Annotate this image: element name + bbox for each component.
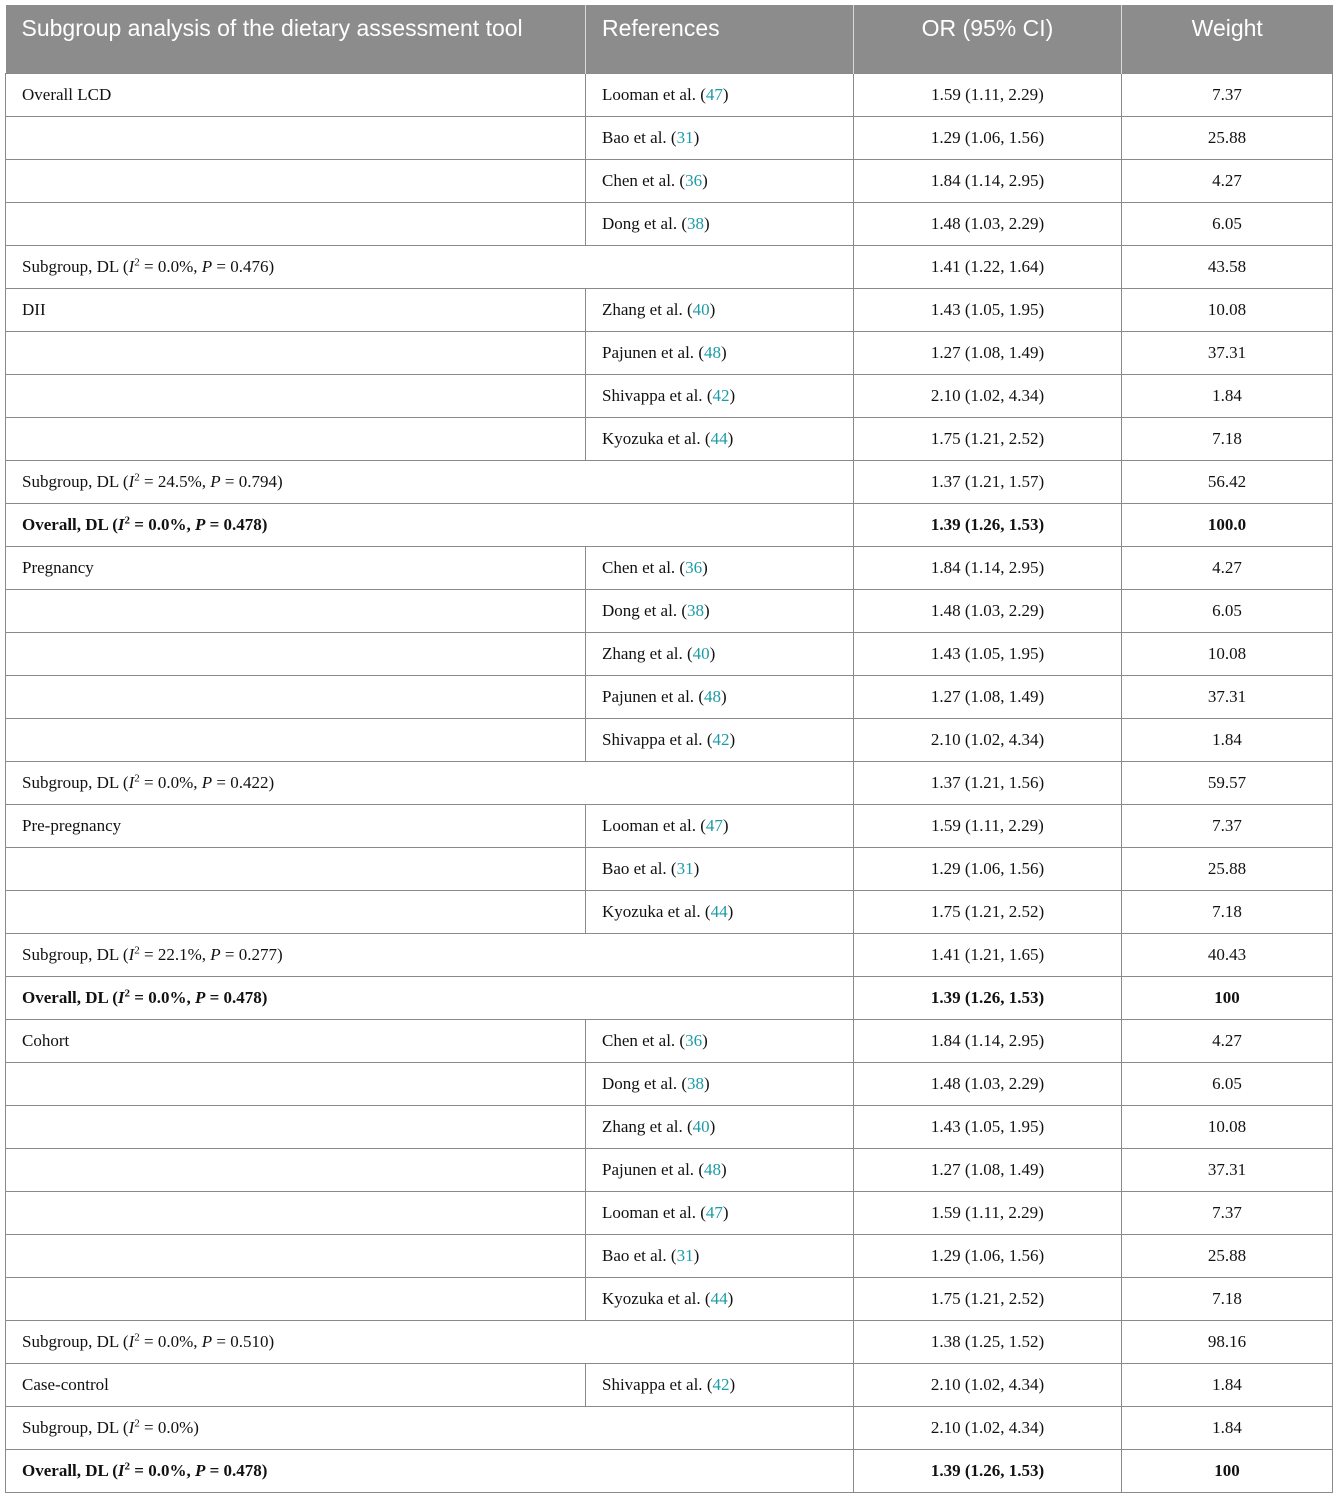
author-name: Pajunen et al. — [602, 1159, 695, 1179]
weight-cell: 6.05 — [1122, 589, 1333, 632]
summary-label-cell: Subgroup, DL ($I^2 = 22.1\%$, P = 0.277) — [6, 933, 854, 976]
reference-cell: Looman et al. (47) — [586, 73, 854, 116]
weight-cell: 100.0 — [1122, 503, 1333, 546]
or-ci-cell: 1.37 (1.21, 1.57) — [854, 460, 1122, 503]
i2-superscript: 2 — [124, 513, 130, 526]
reference-link[interactable]: 42 — [712, 729, 730, 749]
author-name: Bao et al. — [602, 1245, 667, 1265]
group-label: Overall LCD — [22, 84, 112, 104]
table-row — [6, 1191, 1333, 1234]
table-row — [6, 331, 1333, 374]
weight-cell: 10.08 — [1122, 288, 1333, 331]
or-ci-cell: 1.75 (1.21, 2.52) — [854, 417, 1122, 460]
table-row — [6, 1019, 1333, 1062]
or-ci-cell: 1.38 (1.25, 1.52) — [854, 1320, 1122, 1363]
table-row — [6, 202, 1333, 245]
p-value: 0.476 — [230, 256, 269, 276]
reference-cell: Kyozuka et al. (44) — [586, 890, 854, 933]
reference-cell: Kyozuka et al. (44) — [586, 1277, 854, 1320]
group-cell — [6, 116, 586, 159]
or-ci-cell: 1.84 (1.14, 2.95) — [854, 1019, 1122, 1062]
reference-link[interactable]: 42 — [712, 385, 730, 405]
group-label: DII — [22, 299, 46, 319]
header-row — [6, 5, 1333, 73]
weight-cell: 10.08 — [1122, 632, 1333, 675]
summary-row — [6, 761, 1333, 804]
or-ci-cell: 2.10 (1.02, 4.34) — [854, 718, 1122, 761]
i2-superscript: 2 — [134, 943, 140, 956]
reference-link[interactable]: 38 — [687, 1073, 704, 1093]
or-ci-cell: 1.59 (1.11, 2.29) — [854, 73, 1122, 116]
summary-label-cell: Overall, DL ($I^2 = 0.0\%$, P = 0.478) — [6, 503, 854, 546]
weight-cell: 6.05 — [1122, 1062, 1333, 1105]
i2-value: 22.1% — [157, 944, 202, 964]
summary-label: Subgroup, DL — [22, 772, 119, 792]
weight-cell: 100 — [1122, 1449, 1333, 1492]
table-row — [6, 73, 1333, 116]
p-value: 0.478 — [223, 987, 262, 1007]
or-ci-cell: 1.29 (1.06, 1.56) — [854, 116, 1122, 159]
i2-value: 0.0% — [157, 772, 194, 792]
i2-symbol: I — [128, 1417, 135, 1437]
reference-cell: Chen et al. (36) — [586, 1019, 854, 1062]
i2-symbol: I — [128, 944, 135, 964]
reference-cell: Looman et al. (47) — [586, 1191, 854, 1234]
group-cell — [6, 202, 586, 245]
reference-cell: Shivappa et al. (42) — [586, 718, 854, 761]
weight-cell: 98.16 — [1122, 1320, 1333, 1363]
summary-label-cell: Subgroup, DL ($I^2 = 0.0\%$, P = 0.422) — [6, 761, 854, 804]
header-weight: Weight — [1122, 5, 1333, 73]
reference-link[interactable]: 40 — [692, 299, 710, 319]
summary-row — [6, 1406, 1333, 1449]
weight-cell: 56.42 — [1122, 460, 1333, 503]
group-cell — [6, 417, 586, 460]
author-name: Zhang et al. — [602, 1116, 683, 1136]
weight-cell: 7.18 — [1122, 417, 1333, 460]
i2-symbol: I — [128, 471, 135, 491]
p-symbol: P — [194, 514, 206, 534]
table-row — [6, 1363, 1333, 1406]
p-value: 0.422 — [230, 772, 269, 792]
reference-cell: Looman et al. (47) — [586, 804, 854, 847]
group-cell — [6, 675, 586, 718]
p-value: 0.794 — [238, 471, 277, 491]
summary-row — [6, 976, 1333, 1019]
author-name: Bao et al. — [602, 858, 667, 878]
reference-cell: Dong et al. (38) — [586, 589, 854, 632]
p-symbol: P — [201, 1331, 213, 1351]
or-ci-cell: 2.10 (1.02, 4.34) — [854, 1363, 1122, 1406]
p-value: 0.478 — [223, 514, 262, 534]
or-ci-cell: 1.59 (1.11, 2.29) — [854, 1191, 1122, 1234]
weight-cell: 7.18 — [1122, 890, 1333, 933]
summary-label: Overall, DL — [22, 987, 108, 1007]
reference-cell: Dong et al. (38) — [586, 1062, 854, 1105]
group-cell — [6, 632, 586, 675]
or-ci-cell: 1.48 (1.03, 2.29) — [854, 202, 1122, 245]
weight-cell: 59.57 — [1122, 761, 1333, 804]
table-row — [6, 546, 1333, 589]
i2-superscript: 2 — [134, 1416, 140, 1429]
reference-link[interactable]: 47 — [705, 815, 723, 835]
summary-row — [6, 503, 1333, 546]
reference-link[interactable]: 38 — [687, 213, 704, 233]
reference-link[interactable]: 31 — [676, 127, 694, 147]
weight-cell: 40.43 — [1122, 933, 1333, 976]
or-ci-cell: 1.27 (1.08, 1.49) — [854, 1148, 1122, 1191]
group-label: Pre-pregnancy — [22, 815, 122, 835]
author-name: Chen et al. — [602, 1030, 676, 1050]
weight-cell: 1.84 — [1122, 1363, 1333, 1406]
or-ci-cell: 1.41 (1.21, 1.65) — [854, 933, 1122, 976]
weight-cell: 25.88 — [1122, 116, 1333, 159]
i2-symbol: I — [128, 1331, 135, 1351]
table-row — [6, 1148, 1333, 1191]
summary-label-cell: Subgroup, DL ($I^2 = 0.0\%$, P = 0.510) — [6, 1320, 854, 1363]
or-ci-cell: 2.10 (1.02, 4.34) — [854, 1406, 1122, 1449]
or-ci-cell: 1.39 (1.26, 1.53) — [854, 976, 1122, 1019]
i2-symbol: I — [128, 256, 135, 276]
or-ci-cell: 1.29 (1.06, 1.56) — [854, 847, 1122, 890]
i2-value: 0.0% — [148, 514, 187, 534]
i2-value: 24.5% — [157, 471, 202, 491]
group-cell — [6, 331, 586, 374]
author-name: Looman et al. — [602, 815, 696, 835]
reference-cell: Pajunen et al. (48) — [586, 675, 854, 718]
group-cell — [6, 1062, 586, 1105]
weight-cell: 43.58 — [1122, 245, 1333, 288]
summary-label: Overall, DL — [22, 514, 108, 534]
summary-row — [6, 460, 1333, 503]
group-cell — [6, 890, 586, 933]
summary-label: Subgroup, DL — [22, 944, 119, 964]
summary-label-cell: Overall, DL ($I^2 = 0.0\%$, P = 0.478) — [6, 976, 854, 1019]
i2-superscript: 2 — [134, 470, 140, 483]
table-row — [6, 718, 1333, 761]
i2-symbol: I — [128, 772, 135, 792]
reference-link[interactable]: 42 — [712, 1374, 730, 1394]
reference-link[interactable]: 44 — [710, 428, 728, 448]
p-symbol: P — [201, 772, 213, 792]
table-row — [6, 1234, 1333, 1277]
reference-cell: Bao et al. (31) — [586, 1234, 854, 1277]
p-symbol: P — [210, 471, 221, 491]
header-subgroup: Subgroup analysis of the dietary assessment tool — [6, 5, 586, 73]
or-ci-cell: 1.59 (1.11, 2.29) — [854, 804, 1122, 847]
summary-row — [6, 1449, 1333, 1492]
author-name: Shivappa et al. — [602, 385, 703, 405]
summary-label: Subgroup, DL — [22, 1417, 119, 1437]
reference-cell: Kyozuka et al. (44) — [586, 417, 854, 460]
reference-cell: Dong et al. (38) — [586, 202, 854, 245]
table-row — [6, 1277, 1333, 1320]
group-cell — [6, 1277, 586, 1320]
reference-cell: Zhang et al. (40) — [586, 288, 854, 331]
weight-cell: 10.08 — [1122, 1105, 1333, 1148]
reference-cell: Zhang et al. (40) — [586, 1105, 854, 1148]
author-name: Dong et al. — [602, 600, 678, 620]
table-row — [6, 589, 1333, 632]
or-ci-cell: 1.41 (1.22, 1.64) — [854, 245, 1122, 288]
summary-row — [6, 245, 1333, 288]
table-row — [6, 632, 1333, 675]
author-name: Kyozuka et al. — [602, 1288, 701, 1308]
table-row — [6, 675, 1333, 718]
p-symbol: P — [194, 1460, 206, 1480]
reference-link[interactable]: 36 — [685, 170, 703, 190]
or-ci-cell: 1.84 (1.14, 2.95) — [854, 546, 1122, 589]
or-ci-cell: 1.27 (1.08, 1.49) — [854, 675, 1122, 718]
group-cell — [6, 374, 586, 417]
reference-link[interactable]: 40 — [692, 1116, 710, 1136]
summary-label-cell: Subgroup, DL ($I^2 = 0.0\%$, P = 0.476) — [6, 245, 854, 288]
author-name: Bao et al. — [602, 127, 667, 147]
reference-cell: Bao et al. (31) — [586, 847, 854, 890]
i2-value: 0.0% — [148, 987, 187, 1007]
weight-cell: 7.18 — [1122, 1277, 1333, 1320]
i2-superscript: 2 — [134, 1330, 140, 1343]
i2-superscript: 2 — [134, 255, 140, 268]
or-ci-cell: 1.27 (1.08, 1.49) — [854, 331, 1122, 374]
header-references: References — [586, 5, 854, 73]
p-value: 0.277 — [238, 944, 277, 964]
group-cell — [6, 1148, 586, 1191]
author-name: Kyozuka et al. — [602, 428, 701, 448]
summary-label: Subgroup, DL — [22, 471, 119, 491]
i2-symbol: I — [117, 987, 125, 1007]
reference-link[interactable]: 48 — [703, 1159, 721, 1179]
weight-cell: 37.31 — [1122, 331, 1333, 374]
reference-link[interactable]: 44 — [710, 1288, 728, 1308]
p-value: 0.478 — [223, 1460, 262, 1480]
or-ci-cell: 1.48 (1.03, 2.29) — [854, 1062, 1122, 1105]
group-cell — [6, 1105, 586, 1148]
table-row — [6, 1105, 1333, 1148]
group-label: Pregnancy — [22, 557, 94, 577]
i2-superscript: 2 — [124, 986, 130, 999]
group-cell — [6, 1234, 586, 1277]
i2-value: 0.0% — [157, 256, 194, 276]
author-name: Dong et al. — [602, 1073, 678, 1093]
summary-row — [6, 933, 1333, 976]
i2-value: 0.0% — [157, 1417, 194, 1437]
group-cell — [6, 546, 586, 589]
author-name: Looman et al. — [602, 1202, 696, 1222]
or-ci-cell: 1.39 (1.26, 1.53) — [854, 503, 1122, 546]
i2-value: 0.0% — [157, 1331, 194, 1351]
reference-cell: Bao et al. (31) — [586, 116, 854, 159]
weight-cell: 1.84 — [1122, 1406, 1333, 1449]
table-row — [6, 1062, 1333, 1105]
header-or-ci: OR (95% CI) — [854, 5, 1122, 73]
author-name: Zhang et al. — [602, 299, 683, 319]
subgroup-analysis-table — [5, 5, 1333, 1493]
i2-symbol: I — [117, 514, 125, 534]
group-cell — [6, 288, 586, 331]
or-ci-cell: 1.43 (1.05, 1.95) — [854, 632, 1122, 675]
group-label: Cohort — [22, 1030, 70, 1050]
reference-cell: Zhang et al. (40) — [586, 632, 854, 675]
reference-cell: Chen et al. (36) — [586, 546, 854, 589]
author-name: Kyozuka et al. — [602, 901, 701, 921]
reference-cell: Chen et al. (36) — [586, 159, 854, 202]
summary-label-cell: Subgroup, DL $(I^2 = 0.0\%)$ — [6, 1406, 854, 1449]
table-row — [6, 417, 1333, 460]
weight-cell: 1.84 — [1122, 374, 1333, 417]
reference-cell: Shivappa et al. (42) — [586, 1363, 854, 1406]
author-name: Looman et al. — [602, 84, 696, 104]
reference-cell: Pajunen et al. (48) — [586, 1148, 854, 1191]
or-ci-cell: 1.29 (1.06, 1.56) — [854, 1234, 1122, 1277]
table-row — [6, 847, 1333, 890]
author-name: Chen et al. — [602, 557, 676, 577]
i2-symbol: I — [117, 1460, 125, 1480]
table-row — [6, 159, 1333, 202]
or-ci-cell: 1.43 (1.05, 1.95) — [854, 1105, 1122, 1148]
table-body — [6, 73, 1333, 1492]
or-ci-cell: 1.39 (1.26, 1.53) — [854, 1449, 1122, 1492]
weight-cell: 7.37 — [1122, 73, 1333, 116]
weight-cell: 25.88 — [1122, 1234, 1333, 1277]
summary-label-cell: Overall, DL ($I^2 = 0.0\%$, P = 0.478) — [6, 1449, 854, 1492]
or-ci-cell: 1.75 (1.21, 2.52) — [854, 890, 1122, 933]
summary-label: Overall, DL — [22, 1460, 108, 1480]
reference-link[interactable]: 48 — [703, 342, 721, 362]
group-cell — [6, 159, 586, 202]
p-value: 0.510 — [230, 1331, 269, 1351]
or-ci-cell: 1.43 (1.05, 1.95) — [854, 288, 1122, 331]
weight-cell: 1.84 — [1122, 718, 1333, 761]
table-row — [6, 116, 1333, 159]
weight-cell: 37.31 — [1122, 675, 1333, 718]
group-cell — [6, 1191, 586, 1234]
group-cell — [6, 718, 586, 761]
weight-cell: 4.27 — [1122, 1019, 1333, 1062]
weight-cell: 6.05 — [1122, 202, 1333, 245]
reference-link[interactable]: 48 — [703, 686, 721, 706]
p-symbol: P — [210, 944, 221, 964]
group-cell — [6, 589, 586, 632]
author-name: Pajunen et al. — [602, 342, 695, 362]
weight-cell: 37.31 — [1122, 1148, 1333, 1191]
or-ci-cell: 1.75 (1.21, 2.52) — [854, 1277, 1122, 1320]
p-symbol: P — [194, 987, 206, 1007]
author-name: Shivappa et al. — [602, 1374, 703, 1394]
reference-link[interactable]: 31 — [676, 1245, 694, 1265]
table-row — [6, 288, 1333, 331]
table-row — [6, 374, 1333, 417]
summary-label: Subgroup, DL — [22, 256, 119, 276]
reference-link[interactable]: 31 — [676, 858, 694, 878]
weight-cell: 100 — [1122, 976, 1333, 1019]
weight-cell: 4.27 — [1122, 546, 1333, 589]
table-row — [6, 804, 1333, 847]
reference-link[interactable]: 38 — [687, 600, 704, 620]
author-name: Zhang et al. — [602, 643, 683, 663]
reference-link[interactable]: 40 — [692, 643, 710, 663]
reference-link[interactable]: 44 — [710, 901, 728, 921]
reference-cell: Pajunen et al. (48) — [586, 331, 854, 374]
summary-label: Subgroup, DL — [22, 1331, 119, 1351]
or-ci-cell: 1.48 (1.03, 2.29) — [854, 589, 1122, 632]
or-ci-cell: 2.10 (1.02, 4.34) — [854, 374, 1122, 417]
i2-superscript: 2 — [134, 771, 140, 784]
i2-superscript: 2 — [124, 1459, 130, 1472]
group-cell — [6, 1019, 586, 1062]
i2-value: 0.0% — [148, 1460, 187, 1480]
group-cell — [6, 847, 586, 890]
weight-cell: 7.37 — [1122, 1191, 1333, 1234]
weight-cell: 4.27 — [1122, 159, 1333, 202]
reference-link[interactable]: 36 — [685, 557, 703, 577]
author-name: Shivappa et al. — [602, 729, 703, 749]
or-ci-cell: 1.84 (1.14, 2.95) — [854, 159, 1122, 202]
reference-link[interactable]: 36 — [685, 1030, 703, 1050]
group-cell — [6, 1363, 586, 1406]
weight-cell: 25.88 — [1122, 847, 1333, 890]
group-label: Case-control — [22, 1374, 109, 1394]
p-symbol: P — [201, 256, 213, 276]
author-name: Chen et al. — [602, 170, 676, 190]
author-name: Pajunen et al. — [602, 686, 695, 706]
group-cell — [6, 804, 586, 847]
summary-row — [6, 1320, 1333, 1363]
author-name: Dong et al. — [602, 213, 678, 233]
weight-cell: 7.37 — [1122, 804, 1333, 847]
group-cell — [6, 73, 586, 116]
summary-label-cell: Subgroup, DL ($I^2 = 24.5\%$, P = 0.794) — [6, 460, 854, 503]
reference-link[interactable]: 47 — [705, 84, 723, 104]
or-ci-cell: 1.37 (1.21, 1.56) — [854, 761, 1122, 804]
reference-cell: Shivappa et al. (42) — [586, 374, 854, 417]
table-row — [6, 890, 1333, 933]
reference-link[interactable]: 47 — [705, 1202, 723, 1222]
